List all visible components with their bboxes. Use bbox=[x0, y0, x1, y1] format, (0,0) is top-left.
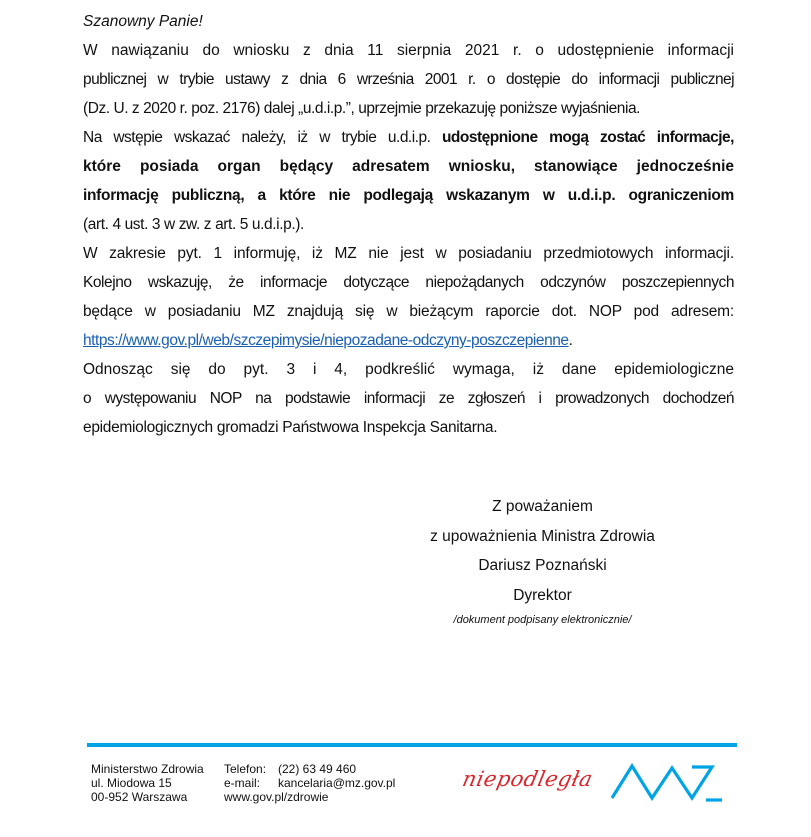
footer-divider bbox=[87, 743, 737, 747]
paragraph3-link-line bbox=[83, 326, 734, 355]
paragraph3-line: będące w posiadaniu MZ znajdują się w bieżącym raporcie dot. NOP pod adresem: bbox=[83, 303, 734, 320]
paragraph2-bold: udostępnione mogą zostać informacje, bbox=[441, 129, 734, 146]
footer-phone-row bbox=[224, 762, 395, 776]
paragraph2-bold: informację publiczną, a które nie podlegają wskazanym w u.d.i.p. ograniczeniom bbox=[83, 187, 734, 204]
paragraph2-line bbox=[83, 181, 734, 210]
phone-label: Telefon: bbox=[224, 762, 267, 776]
paragraph2-line bbox=[83, 123, 734, 152]
paragraph2-bold: które posiada organ będący adresatem wniosku, stanowiące jednocześnie bbox=[83, 158, 734, 175]
footer-address bbox=[91, 762, 204, 804]
footer-website[interactable]: www.gov.pl/zdrowie bbox=[224, 790, 329, 804]
paragraph2-plain: Na wstępie wskazać należy, iż w trybie u.d.i.p. bbox=[83, 129, 442, 146]
email-value[interactable]: kancelaria@mz.gov.pl bbox=[278, 776, 396, 790]
email-label: e-mail: bbox=[224, 776, 261, 790]
signature-block bbox=[400, 492, 685, 630]
salutation: Szanowny Panie! bbox=[83, 13, 203, 30]
paragraph2-line: (art. 4 ust. 3 w zw. z art. 5 u.d.i.p.). bbox=[83, 216, 304, 233]
paragraph4-line: o występowaniu NOP na podstawie informacji ze zgłoszeń i prowadzonych dochodzeń bbox=[83, 390, 734, 407]
footer-org-name: Ministerstwo Zdrowia bbox=[91, 762, 204, 776]
electronic-signature-note: /dokument podpisany elektronicznie/ bbox=[453, 614, 632, 626]
footer-street: ul. Miodowa 15 bbox=[91, 776, 172, 790]
signatory-authority: z upoważnienia Ministra Zdrowia bbox=[430, 527, 655, 545]
closing: Z poważaniem bbox=[492, 498, 593, 515]
niepodlegla-logo: niepodległa bbox=[460, 767, 596, 791]
paragraph3-line: W zakresie pyt. 1 informuję, iż MZ nie jest w posiadaniu przedmiotowych informacji. bbox=[83, 245, 734, 262]
paragraph4-line: epidemiologicznych gromadzi Państwowa Inspekcja Sanitarna. bbox=[83, 419, 498, 436]
paragraph1-line: W nawiązaniu do wniosku z dnia 11 sierpnia 2021 r. o udostępnienie informacji bbox=[83, 42, 734, 59]
paragraph4-line: Odnosząc się do pyt. 3 i 4, podkreślić wymaga, iż dane epidemiologiczne bbox=[83, 361, 734, 378]
paragraph3-line: Kolejno wskazuję, że informacje dotyczące niepożądanych odczynów poszczepiennych bbox=[83, 274, 734, 291]
paragraph1-line: (Dz. U. z 2020 r. poz. 2176) dalej „u.d.i.p.”, uprzejmie przekazuję poniższe wyjaśnienia. bbox=[83, 100, 640, 117]
footer-city: 00-952 Warszawa bbox=[91, 790, 188, 804]
phone-value: (22) 63 49 460 bbox=[278, 762, 357, 776]
signatory-name: Dariusz Poznański bbox=[478, 557, 607, 574]
footer-email-row bbox=[224, 776, 395, 790]
footer-contact bbox=[224, 762, 395, 804]
signatory-title: Dyrektor bbox=[513, 586, 572, 604]
letter-body bbox=[83, 7, 734, 442]
paragraph1-line: publicznej w trybie ustawy z dnia 6 września 2001 r. o dostępie do informacji publicznej bbox=[83, 71, 734, 88]
link-suffix: . bbox=[568, 332, 573, 349]
nop-report-link[interactable]: https://www.gov.pl/web/szczepimysie/niepozadane-odczyny-poszczepienne bbox=[83, 332, 569, 349]
paragraph2-line bbox=[83, 152, 734, 181]
mz-logo bbox=[610, 762, 725, 804]
